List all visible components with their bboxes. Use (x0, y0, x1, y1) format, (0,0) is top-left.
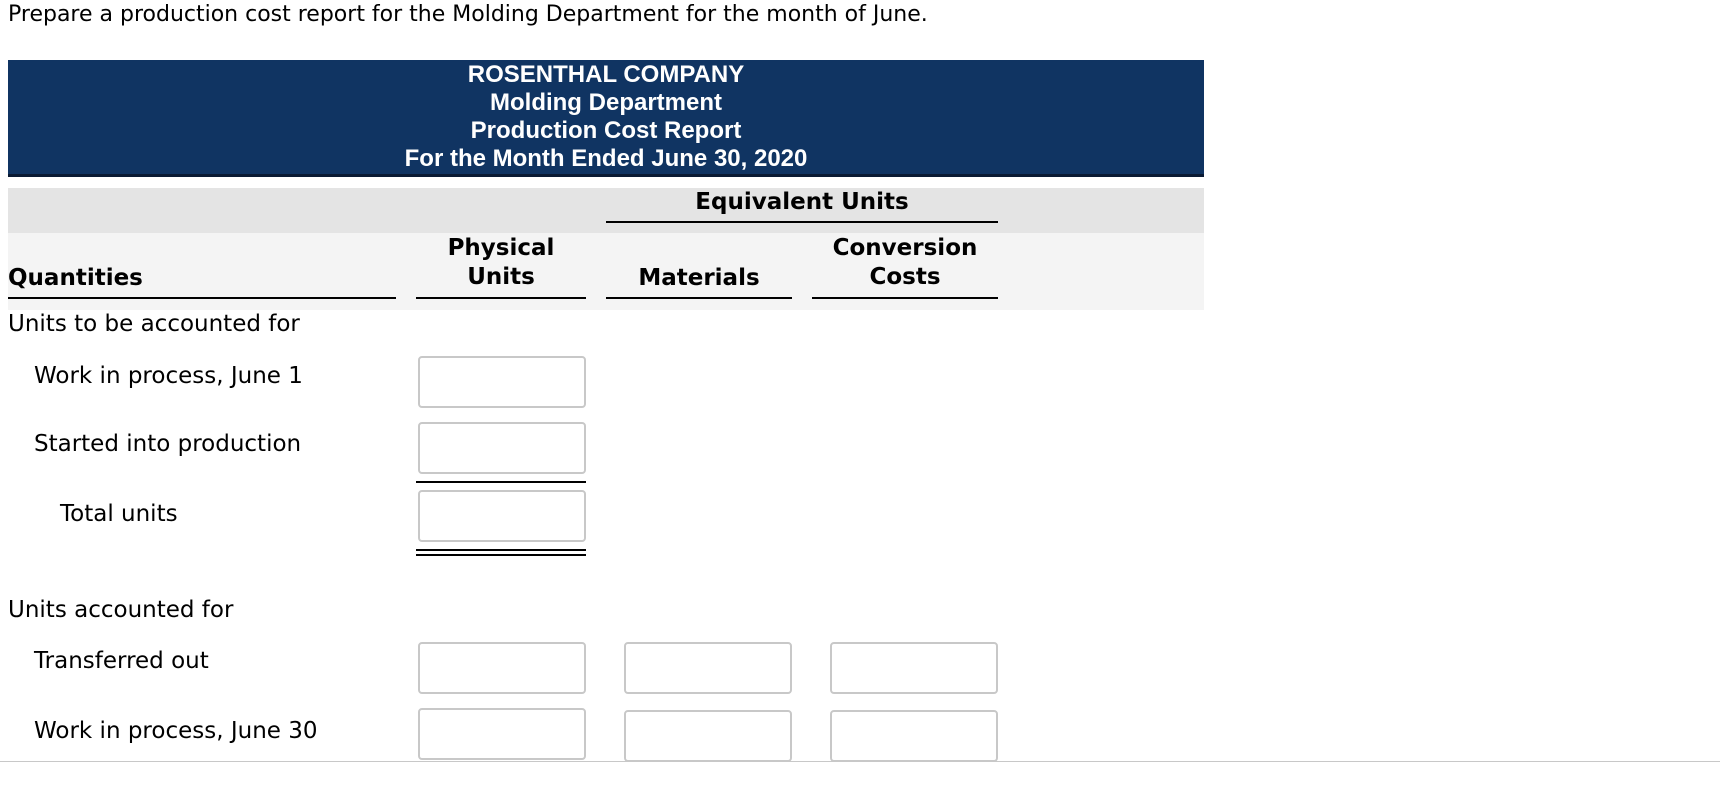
started-into-production-physical-units-field[interactable] (418, 422, 586, 474)
row-label-started-into-production: Started into production (34, 431, 302, 457)
physical-units-heading-line1: Physical (447, 235, 555, 261)
materials-heading: Materials (638, 265, 760, 291)
report-period: For the Month Ended June 30, 2020 (404, 145, 808, 172)
started-into-production-physical-units-input[interactable] (420, 424, 584, 472)
physical-units-heading-line2: Units (467, 264, 535, 290)
conversion-costs-heading-line1: Conversion (832, 235, 978, 261)
equivalent-units-heading: Equivalent Units (695, 189, 909, 215)
physical-units-rule (416, 297, 586, 299)
section-title-to-be-accounted: Units to be accounted for (8, 311, 300, 337)
transferred-out-physical-units-input[interactable] (420, 644, 584, 692)
conversion-costs-heading (812, 234, 998, 292)
quantities-rule (8, 297, 396, 299)
materials-rule (606, 297, 792, 299)
total-units-physical-units-field[interactable] (418, 490, 586, 542)
transferred-out-physical-units-field[interactable] (418, 642, 586, 694)
total-units-physical-units-input[interactable] (420, 492, 584, 540)
row-label-wip-june-30: Work in process, June 30 (34, 718, 318, 744)
viewport-bottom-divider (0, 761, 1720, 762)
instruction-text: Prepare a production cost report for the Molding Department for the month of June. (8, 2, 928, 27)
row-label-transferred-out: Transferred out (34, 648, 209, 674)
wip-june-30-materials-field[interactable] (624, 710, 792, 762)
section-title-accounted: Units accounted for (8, 597, 234, 623)
total-double-rule-top (416, 549, 586, 551)
quantities-heading: Quantities (8, 265, 143, 291)
conversion-costs-heading-line2: Costs (869, 264, 941, 290)
row-label-wip-june-1: Work in process, June 1 (34, 363, 303, 389)
header-divider (8, 174, 1204, 177)
transferred-out-materials-field[interactable] (624, 642, 792, 694)
wip-june-30-conversion-costs-field[interactable] (830, 710, 998, 762)
transferred-out-conversion-costs-input[interactable] (832, 644, 996, 692)
wip-june-30-materials-input[interactable] (626, 712, 790, 760)
physical-units-heading (416, 234, 586, 292)
wip-june-30-conversion-costs-input[interactable] (832, 712, 996, 760)
wip-june-30-physical-units-input[interactable] (420, 710, 584, 758)
equivalent-units-rule (606, 221, 998, 223)
report-company: ROSENTHAL COMPANY (467, 61, 745, 88)
subtotal-rule (416, 481, 586, 483)
total-double-rule-bottom (416, 554, 586, 556)
conversion-costs-rule (812, 297, 998, 299)
transferred-out-materials-input[interactable] (626, 644, 790, 692)
report-department: Molding Department (490, 89, 722, 116)
transferred-out-conversion-costs-field[interactable] (830, 642, 998, 694)
wip-june-1-physical-units-field[interactable] (418, 356, 586, 408)
wip-june-30-physical-units-field[interactable] (418, 708, 586, 760)
report-name: Production Cost Report (470, 117, 742, 144)
row-label-total-units: Total units (60, 501, 178, 527)
wip-june-1-physical-units-input[interactable] (420, 358, 584, 406)
